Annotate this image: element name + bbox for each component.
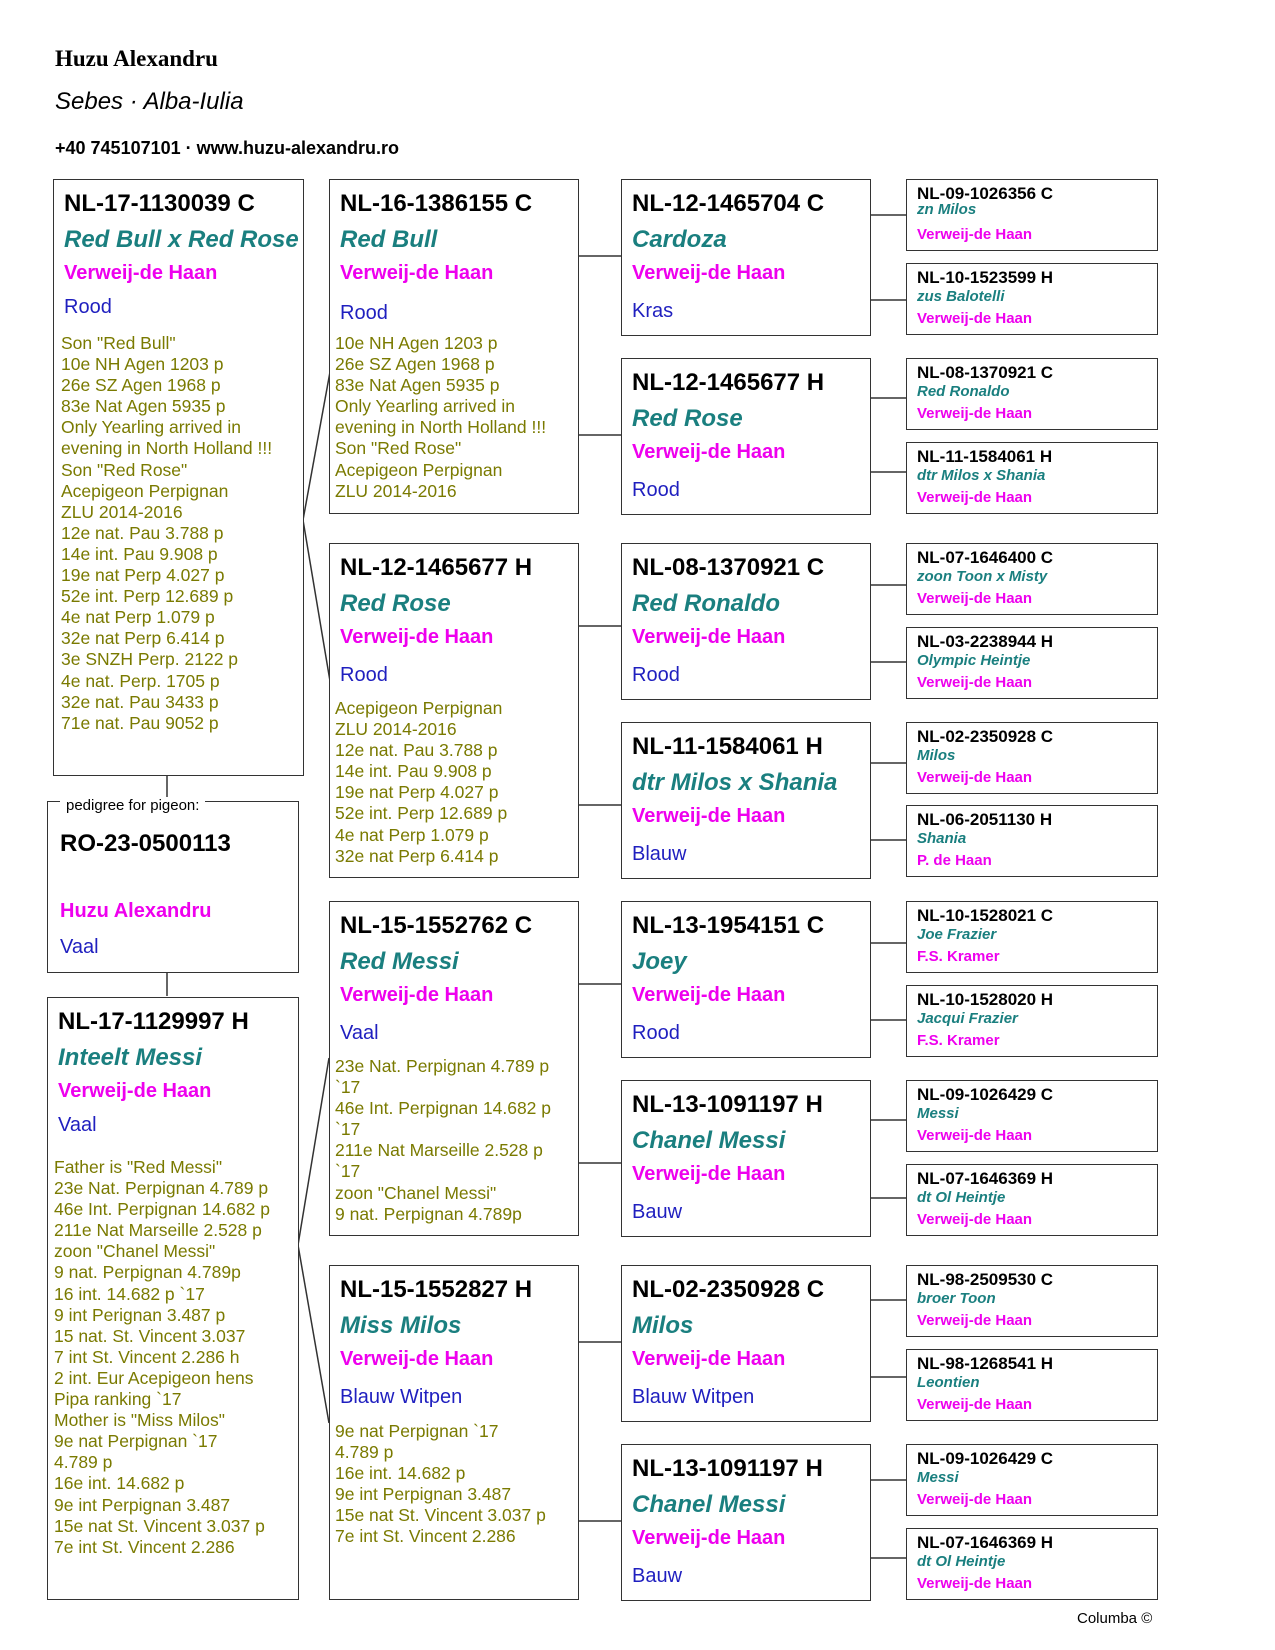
gen3-breeder: Verweij-de Haan [632,1527,786,1549]
gen4-ring: NL-09-1026429 C [917,1449,1054,1468]
gen4-card [906,263,1158,335]
footer-credit: Columba © [1077,1610,1153,1627]
gen3-name: Red Rose [632,405,743,432]
gen2-ring: NL-15-1552762 C [340,912,533,939]
subject-card [47,801,299,973]
gen2-ring: NL-15-1552827 H [340,1276,533,1303]
gen4-card [906,722,1158,794]
gen4-ring: NL-09-1026429 C [917,1085,1054,1104]
gen4-card [906,805,1158,877]
gen4-breeder: Verweij-de Haan [917,674,1033,691]
gen4-card [906,985,1158,1057]
father-name: Red Bull x Red Rose [64,226,299,253]
gen4-card [906,1164,1158,1236]
mother-breeder: Verweij-de Haan [58,1080,212,1102]
gen4-name: dtr Milos x Shania [917,467,1046,484]
gen3-ring: NL-02-2350928 C [632,1276,825,1303]
gen4-breeder: F.S. Kramer [917,1032,1000,1049]
gen4-breeder: Verweij-de Haan [917,226,1033,243]
gen3-name: Milos [632,1312,694,1339]
gen3-breeder: Verweij-de Haan [632,1348,786,1370]
gen3-ring: NL-08-1370921 C [632,554,825,581]
gen3-card [621,722,871,879]
gen3-breeder: Verweij-de Haan [632,441,786,463]
gen4-name: Jacqui Frazier [917,1010,1018,1027]
gen3-color: Rood [632,1022,680,1044]
gen4-breeder: Verweij-de Haan [917,1491,1033,1508]
gen4-breeder: F.S. Kramer [917,948,1000,965]
gen4-breeder: Verweij-de Haan [917,310,1033,327]
gen2-name: Red Messi [340,948,459,975]
gen4-breeder: P. de Haan [917,852,992,869]
gen4-ring: NL-98-2509530 C [917,1270,1054,1289]
gen4-card [906,1265,1158,1337]
gen4-card [906,1528,1158,1600]
gen3-color: Rood [632,664,680,686]
breeder-name: Huzu Alexandru [55,46,218,71]
breeder-contact: +40 745107101 · www.huzu-alexandru.ro [55,138,399,158]
gen4-ring: NL-06-2051130 H [917,810,1053,829]
gen4-card [906,1349,1158,1421]
gen4-breeder: Verweij-de Haan [917,1211,1033,1228]
mother-name: Inteelt Messi [58,1044,203,1071]
gen3-card [621,901,871,1058]
gen4-ring: NL-10-1523599 H [917,268,1054,287]
gen2-name: Miss Milos [340,1312,462,1339]
gen3-breeder: Verweij-de Haan [632,262,786,284]
mother-color: Vaal [58,1114,97,1136]
father-ring: NL-17-1130039 C [64,190,255,217]
gen4-name: Messi [917,1105,959,1122]
gen4-breeder: Verweij-de Haan [917,1575,1033,1592]
gen4-ring: NL-10-1528021 C [917,906,1054,925]
gen4-name: Red Ronaldo [917,383,1010,400]
gen4-ring: NL-09-1026356 C [917,184,1054,203]
gen4-breeder: Verweij-de Haan [917,489,1033,506]
gen3-card [621,1444,871,1601]
gen4-name: dt Ol Heintje [917,1553,1006,1570]
gen3-breeder: Verweij-de Haan [632,984,786,1006]
gen3-ring: NL-13-1091197 H [632,1455,823,1482]
gen3-ring: NL-12-1465704 C [632,190,825,217]
gen4-ring: NL-03-2238944 H [917,632,1054,651]
mother-ring: NL-17-1129997 H [58,1008,249,1035]
gen4-breeder: Verweij-de Haan [917,769,1033,786]
gen3-name: Chanel Messi [632,1127,786,1154]
gen4-breeder: Verweij-de Haan [917,405,1033,422]
gen2-color: Blauw Witpen [340,1386,463,1408]
gen2-color: Rood [340,302,388,324]
gen4-card [906,1444,1158,1516]
gen3-card [621,358,871,515]
gen4-ring: NL-08-1370921 C [917,363,1054,382]
gen2-color: Vaal [340,1022,379,1044]
gen3-name: Joey [632,948,687,975]
father-notes: Son "Red Bull" 10e NH Agen 1203 p 26e SZ Agen 1968 p 83e Nat Agen 5935 p Only Yearling arrived in evening in North Holland !!! Son "Red Rose" Acepigeon Perpignan ZLU 2014-2016 12e nat. Pau 3.788 p 14e int. Pau 9.908 p 19e nat Perp 4.027 p 52e int. Perp 12.689 p 4e nat Perp 1.079 p 32e nat Perp 6.414 p 3e SNZH Perp. 2122 p 4e nat. Perp. 1705 p 32e nat. Pau 3433 p 71e nat. Pau 9052 p [61,333,273,733]
gen3-card [621,179,871,336]
gen4-card [906,1080,1158,1152]
gen3-color: Bauw [632,1201,683,1223]
gen4-card [906,179,1158,251]
gen3-breeder: Verweij-de Haan [632,805,786,827]
gen4-breeder: Verweij-de Haan [917,1127,1033,1144]
gen2-breeder: Verweij-de Haan [340,626,494,648]
gen4-card [906,901,1158,973]
father-color: Rood [64,296,112,318]
gen4-breeder: Verweij-de Haan [917,1396,1033,1413]
gen4-ring: NL-07-1646400 C [917,548,1054,567]
gen4-name: Messi [917,1469,959,1486]
gen4-card [906,627,1158,699]
mother-notes: Father is "Red Messi" 23e Nat. Perpignan 4.789 p 46e Int. Perpignan 14.682 p 211e Nat Marseille 2.528 p zoon "Chanel Messi" 9 nat. Perpignan 4.789p 16 int. 14.682 p `17 9 int Perignan 3.487 p 15 nat. St. Vincent 3.037 7 int St. Vincent 2.286 h 2 int. Eur Acepigeon hens Pipa ranking `17 Mother is "Miss Milos" 9e nat Perpignan `17 4.789 p 16e int. 14.682 p 9e int Perpignan 3.487 15e nat St. Vincent 3.037 p 7e int St. Vincent 2.286 [54,1157,271,1557]
gen3-color: Blauw [632,843,687,865]
gen3-name: Red Ronaldo [632,590,780,617]
gen4-ring: NL-98-1268541 H [917,1354,1054,1373]
gen4-breeder: Verweij-de Haan [917,590,1033,607]
gen4-ring: NL-07-1646369 H [917,1533,1054,1552]
gen4-name: Olympic Heintje [917,652,1031,669]
father-breeder: Verweij-de Haan [64,262,218,284]
gen2-breeder: Verweij-de Haan [340,1348,494,1370]
gen4-card [906,358,1158,430]
gen2-breeder: Verweij-de Haan [340,262,494,284]
gen4-name: zn Milos [917,201,977,218]
subject-color: Vaal [60,936,99,958]
gen4-card [906,543,1158,615]
gen3-ring: NL-11-1584061 H [632,733,823,760]
subject-ring: RO-23-0500113 [60,830,231,857]
gen4-ring: NL-07-1646369 H [917,1169,1054,1188]
gen3-card [621,543,871,700]
gen2-color: Rood [340,664,388,686]
breeder-location: Sebes · Alba-Iulia [55,88,244,115]
gen4-name: Joe Frazier [917,926,997,943]
gen4-name: Shania [917,830,967,847]
gen3-card [621,1265,871,1422]
gen4-name: Leontien [917,1374,980,1391]
gen2-notes: 9e nat Perpignan `17 4.789 p 16e int. 14.682 p 9e int Perpignan 3.487 15e nat St. Vincent 3.037 p 7e int St. Vincent 2.286 [335,1421,546,1547]
gen2-notes: 23e Nat. Perpignan 4.789 p `17 46e Int. Perpignan 14.682 p `17 211e Nat Marseille 2.528 p `17 zoon "Chanel Messi" 9 nat. Perpignan 4.789p [335,1056,552,1224]
gen3-ring: NL-12-1465677 H [632,369,825,396]
gen4-breeder: Verweij-de Haan [917,1312,1033,1329]
gen3-name: Cardoza [632,226,727,253]
gen4-name: broer Toon [917,1290,996,1307]
gen4-name: Milos [917,747,956,764]
gen3-breeder: Verweij-de Haan [632,626,786,648]
gen3-color: Bauw [632,1565,683,1587]
gen4-name: zus Balotelli [917,288,1005,305]
gen4-name: dt Ol Heintje [917,1189,1006,1206]
gen3-color: Rood [632,479,680,501]
gen4-name: zoon Toon x Misty [917,568,1048,585]
gen3-name: Chanel Messi [632,1491,786,1518]
gen3-card [621,1080,871,1237]
gen2-notes: 10e NH Agen 1203 p 26e SZ Agen 1968 p 83e Nat Agen 5935 p Only Yearling arrived in evening in North Holland !!! Son "Red Rose" Acepigeon Perpignan ZLU 2014-2016 [335,333,547,501]
gen3-color: Blauw Witpen [632,1386,755,1408]
gen2-breeder: Verweij-de Haan [340,984,494,1006]
gen2-notes: Acepigeon Perpignan ZLU 2014-2016 12e nat. Pau 3.788 p 14e int. Pau 9.908 p 19e nat Perp 4.027 p 52e int. Perp 12.689 p 4e nat Perp 1.079 p 32e nat Perp 6.414 p [335,698,508,866]
gen3-name: dtr Milos x Shania [632,769,838,796]
gen4-ring: NL-02-2350928 C [917,727,1054,746]
gen4-card [906,442,1158,514]
subject-tag: pedigree for pigeon: [60,797,205,814]
gen2-ring: NL-16-1386155 C [340,190,533,217]
gen2-ring: NL-12-1465677 H [340,554,533,581]
gen4-ring: NL-11-1584061 H [917,447,1053,466]
gen4-ring: NL-10-1528020 H [917,990,1054,1009]
gen2-name: Red Bull [340,226,438,253]
gen3-breeder: Verweij-de Haan [632,1163,786,1185]
gen2-name: Red Rose [340,590,451,617]
gen3-color: Kras [632,300,674,322]
gen3-ring: NL-13-1954151 C [632,912,825,939]
subject-breeder: Huzu Alexandru [60,900,212,922]
gen3-ring: NL-13-1091197 H [632,1091,823,1118]
